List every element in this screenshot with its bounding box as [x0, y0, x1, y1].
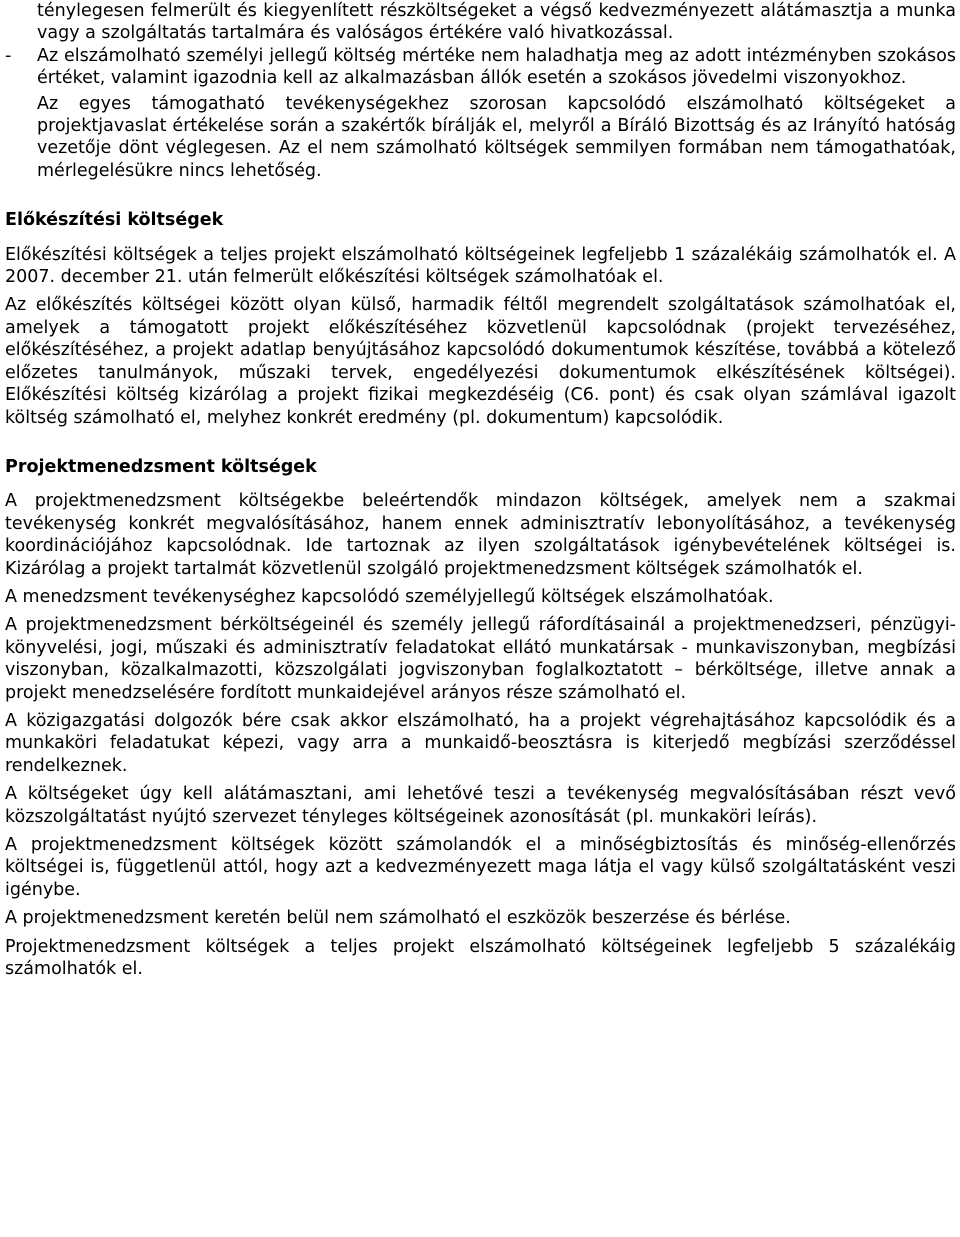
preparation-paragraph-2: Az előkészítés költségei között olyan külső, harmadik féltől megrendelt szolgáltatások számolhatóak el, amelyek a támogatott projekt előkészítéséhez közvetlenül kapcsolódnak (projekt tervezéséhez, előkészítéséhez, a projekt adatlap benyújtásához kapcsolódó dokumentumok készítése, továbbá a kötelező előzetes tanulmányok, műszaki tervek, engedélyezési dokumentumok elkészítésének költségei). Előkészítési költség kizárólag a projekt fizikai megkezdéséig (C6. pont) és csak olyan számlával igazolt költség számolható el, melyhez konkrét eredmény (pl. dokumentum) kapcsolódik.	[5, 295, 956, 428]
bullet-text: Az elszámolható személyi jellegű költség mértéke nem haladhatja meg az adott intézményben szokásos értéket, valamint igazodnia kell az alkalmazásban állók esetén a szokásos jövedelmi viszonyokhoz.	[37, 45, 956, 89]
pm-paragraph-8: Projektmenedzsment költségek a teljes projekt elszámolható költségeinek legfeljebb 5 százalékáig számolhatók el.	[5, 936, 956, 980]
pm-paragraph-7: A projektmenedzsment keretén belül nem számolható el eszközök beszerzése és bérlése.	[5, 908, 791, 929]
intro-paragraph-2: Az egyes támogatható tevékenységekhez szorosan kapcsolódó elszámolható költségeket a projektjavaslat értékelése során a szakértők bírálják el, melyről a Bíráló Bizottság és az Irányító hatóság vezetője dönt véglegesen. Az el nem számolható költségek semmilyen formában nem támogathatóak, mérlegelésükre nincs lehetőség.	[37, 93, 956, 181]
pm-paragraph-3: A projektmenedzsment bérköltségeinél és személy jellegű ráfordításainál a projektmenedzseri, pénzügyi-könyvelési, jogi, műszaki és adminisztratív feladatokat ellátó munkatársak - munkaviszonyban, megbízási viszonyban, közalkalmazotti, közszolgálati jogviszonyban foglalkoztatott – bérköltsége, illetve annak a projekt menedzselésére fordított munkaidejével arányos része számolható el.	[5, 615, 956, 703]
pm-paragraph-6: A projektmenedzsment költségek között számolandók el a minőségbiztosítás és minőség-ellenőrzés költségei is, függetlenül attól, hogy azt a kedvezményezett maga látja el vagy külső szolgáltatásként veszi igénybe.	[5, 835, 956, 900]
pm-paragraph-2: A menedzsment tevékenységhez kapcsolódó személyjellegű költségek elszámolhatóak.	[5, 586, 774, 607]
pm-paragraph-4: A közigazgatási dolgozók bére csak akkor elszámolható, ha a projekt végrehajtásához kapcsolódik és a munkaköri feladatukat képezi, vagy arra a munkaidő-beosztásra is kiterjedő megbízási szerződéssel rendelkeznek.	[5, 710, 956, 776]
bullet-item	[5, 45, 956, 90]
preparation-paragraph-1: Előkészítési költségek a teljes projekt elszámolható költségeinek legfeljebb 1 százalékáig számolhatók el. A 2007. december 21. után felmerült előkészítési költségek számolhatóak el.	[5, 244, 956, 288]
pm-paragraph-1: A projektmenedzsment költségekbe beleértendők mindazon költségek, amelyek nem a szakmai tevékenység konkrét megvalósításához, hanem ennek adminisztratív lebonyolításához, a tevékenység koordinációjához kapcsolódnak. Ide tartoznak az ilyen szolgáltatások igénybevételének költségei is. Kizárólag a projekt tartalmát közvetlenül szolgáló projektmenedzsment költségek számolhatók el.	[5, 491, 956, 579]
intro-paragraph-1: ténylegesen felmerült és kiegyenlített részköltségeket a végső kedvezményezett alátámasztja a munka vagy a szolgáltatás tartalmára és valóságos értékére való hivatkozással.	[37, 1, 956, 44]
bullet-dash: -	[5, 45, 12, 66]
section-heading-preparation: Előkészítési költségek	[5, 210, 224, 231]
pm-paragraph-5: A költségeket úgy kell alátámasztani, ami lehetővé teszi a tevékenység megvalósításában részt vevő közszolgáltatást nyújtó szervezet tényleges költségeinek azonosítását (pl. munkaköri leírás).	[5, 784, 956, 827]
section-heading-project-management: Projektmenedzsment költségek	[5, 456, 317, 477]
